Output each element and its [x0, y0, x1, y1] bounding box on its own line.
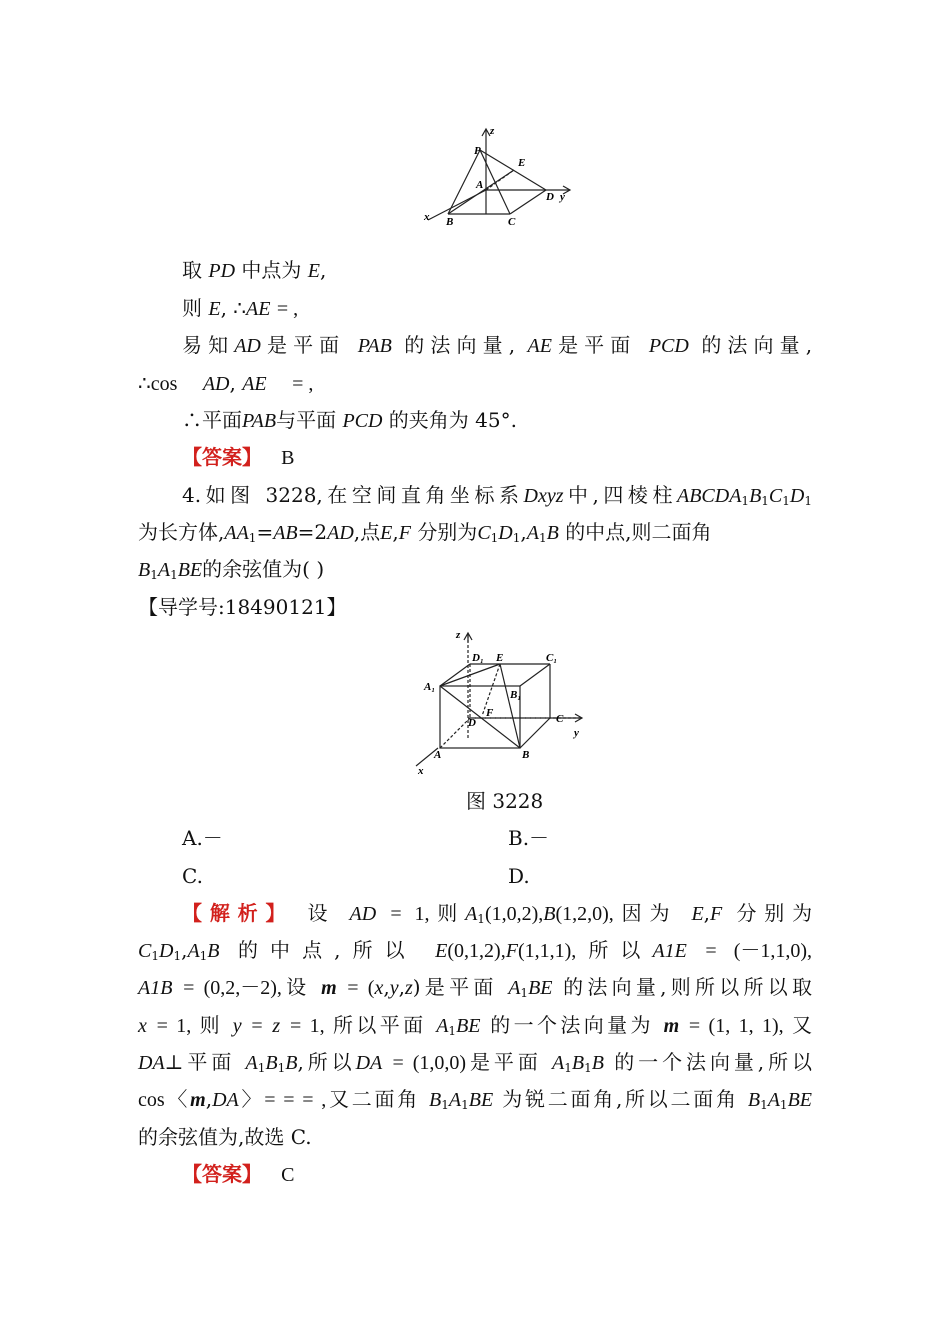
- prob4-line2: 为长方体$,AA_1=AB=2AD$,点E,F 分别为$C_1D_1,A_1B$ 的中点,则二面角: [138, 520, 712, 545]
- fig1-label-d: D: [546, 191, 554, 203]
- fig1-label-y: y: [560, 191, 565, 203]
- answer-tag: 【答案】: [182, 445, 262, 469]
- cuboid-figure: [412, 628, 592, 778]
- fig2-label-d1: D₁: [472, 652, 484, 664]
- sol3-answer: [182, 443, 294, 472]
- sol4-line2: $C_1D_1,A_1B$ 的中点,所以 E(0,1,2),F(1,1,1),所以A1E = (－1,1,0),: [138, 938, 813, 963]
- fig2-label-f: F: [486, 707, 494, 719]
- fig2-label-d: D: [468, 717, 476, 729]
- sol3-line3: 易知AD是平面 PAB 的法向量, AE是平面 PCD 的法向量,: [182, 333, 813, 357]
- prob4-line3: $B_1A_1BE$的余弦值为( ): [138, 557, 325, 582]
- fig2-label-b: B: [522, 749, 530, 761]
- sol4-line7: 的余弦值为,故选 C.: [138, 1125, 312, 1149]
- fig1-label-p: P: [474, 145, 481, 157]
- pyramid-figure: [420, 122, 580, 230]
- sol3-line4: ∴cos AD, AE = ,: [138, 371, 314, 395]
- fig1-label-e: E: [518, 157, 526, 169]
- analysis-tag: 【解析】: [182, 901, 294, 925]
- fig2-label-a1: A₁: [424, 681, 436, 693]
- fig2-label-x: x: [418, 765, 424, 777]
- sol4-line3: A1B = (0,2,－2),设 m = (x,y,z)是平面 $A_1BE$ 的法向量,则所以所以取: [138, 975, 813, 1000]
- option-d: D.: [508, 864, 530, 888]
- guide-number: 【导学号:18490121】: [138, 595, 347, 619]
- fig1-label-b: B: [446, 216, 454, 228]
- fig2-label-c: C: [556, 713, 564, 725]
- sol3-line1: 取 PD 中点为 E,: [182, 258, 327, 282]
- prob4-line1: 4.如图 3228,在空间直角坐标系Dxyz中,四棱柱$ABCDA_1B_1C_1D_1$: [182, 483, 812, 508]
- sol3-line2: 则 E, ∴AE = ,: [182, 296, 299, 320]
- fig2-label-a: A: [434, 749, 442, 761]
- fig1-label-c: C: [508, 216, 516, 228]
- answer-value: B: [281, 447, 295, 469]
- answer-tag-2: 【答案】: [182, 1162, 262, 1186]
- fig1-label-a: A: [476, 179, 484, 191]
- sol4-line5: DA⊥平面 $A_1B_1B$,所以DA = (1,0,0)是平面 $A_1B_1B$ 的一个法向量,所以: [138, 1050, 812, 1075]
- sol4-answer: [182, 1160, 294, 1189]
- fig1-label-z: z: [490, 125, 495, 137]
- option-c: C.: [182, 864, 203, 888]
- fig2-label-z: z: [456, 629, 461, 641]
- fig2-label-b1: B₁: [510, 689, 522, 701]
- option-b: B.－: [508, 826, 550, 850]
- sol4-line6: cos〈m,DA〉= = = ,又二面角 $B_1A_1BE$ 为锐二面角,所以二面角 $B_1A_1BE$: [138, 1087, 812, 1112]
- sol3-line5: ∴平面PAB与平面 PCD 的夹角为 45°.: [182, 408, 517, 432]
- figure-caption: 图 3228: [466, 789, 544, 813]
- answer-value-2: C: [281, 1164, 295, 1186]
- fig2-label-e: E: [496, 652, 504, 664]
- sol4-line1: 【解析】 设 AD = 1,则$A_1(1,0,2),B(1,2,0)$,因为 E,F 分别为: [182, 901, 813, 926]
- fig1-label-x: x: [424, 211, 430, 223]
- fig2-label-c1: C₁: [546, 652, 558, 664]
- sol4-line4: x = 1, 则 y = z = 1, 所以平面 $A_1BE$ 的一个法向量为 m = (1, 1, 1), 又: [138, 1013, 812, 1038]
- fig2-label-y: y: [574, 727, 579, 739]
- option-a: A.－: [182, 826, 223, 850]
